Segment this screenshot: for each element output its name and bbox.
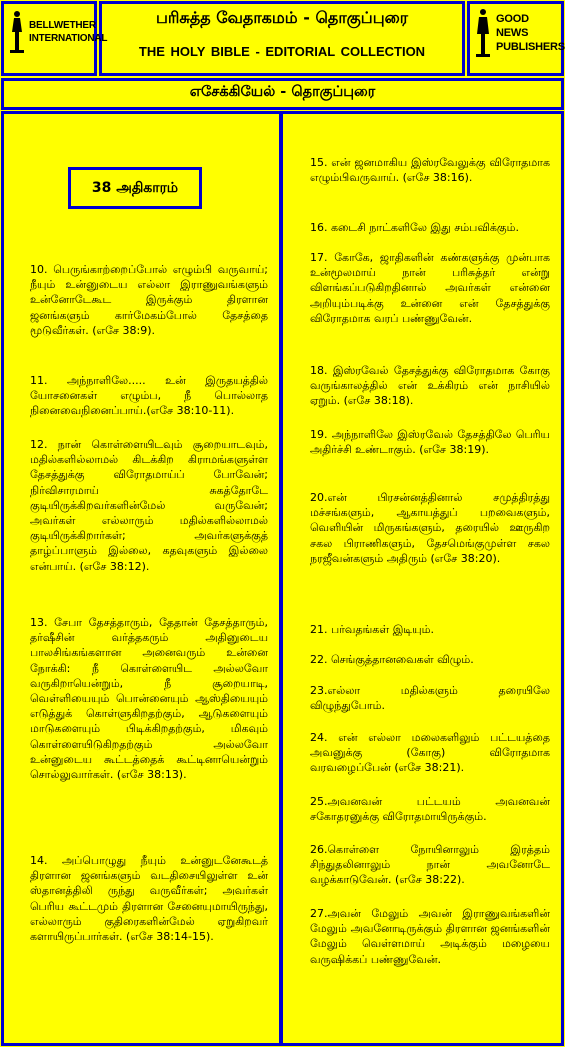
verse-23: 23.எல்லா மதில்களும் தரையிலே விழுந்துபோம். (310, 684, 550, 713)
good-news-logo-text: GOOD NEWS PUBLISHERS (496, 13, 565, 53)
verse-15: 15. என் ஜனமாகிய இஸ்ரவேலுக்கு விரோதமாக எழும்பிவருவாய். (எசே 38:16). (310, 156, 550, 185)
good-news-logo (474, 8, 565, 58)
verse-26: 26.கொள்ளை நோயினாலும் இரத்தம் சிந்துதலினாலும் நான் அவனோடே வழக்காடுவேன். (எசே 38:22). (310, 843, 550, 887)
header-title-tamil: பரிசுத்த வேதாகமம் - தொகுப்புரை (155, 8, 409, 27)
verse-12: 12. நான் கொள்ளையிடவும் சூறையாடவும், மதில்களில்லாமல் கிடக்கிற கிராமங்களுள்ள தேசத்துக்கு விரோதமாய்ப் போவேன்; நிர்விசாரமாய் சுகத்தோடே குடியிருக்கிறவர்களின்மேல் வருவேன்; அவர்கள் எல்லாரும் மதில்களில்லாமல் குடியிருக்கிறார்கள்; அவர்களுக்குத் தாழ்ப்பாளும் இல்லை, கதவுகளும் இல்லை என்பாய். (எசே 38:12). (30, 438, 268, 573)
verse-11: 11. அந்நாளிலே..... உன் இருதயத்தில் யோசனைகள் எழும்ப, நீ பொல்லாத நினைவைநினைப்பாய்.(எசே 38:10-11). (30, 374, 268, 418)
verse-24: 24. என் எல்லா மலைகளிலும் பட்டயத்தை அவனுக்கு (கோகு) விரோதமாக வரவழைப்பேன் (எசே 38:21). (310, 731, 550, 775)
verse-17: 17. கோகே, ஜாதிகளின் கண்களுக்கு முன்பாக உன்மூலமாய் நான் பரிசுத்தர் என்று விளங்கப்படுகிறதினால் அவர்கள் என்னை அறியும்படிக்கு உன்னை என் தேசத்துக்கு விரோதமாக வரப் பண்ணுவேன். (310, 251, 550, 325)
section-title: எசேக்கியேல் - தொகுப்புரை (189, 84, 376, 100)
figure-icon (8, 10, 26, 54)
verse-18: 18. இஸ்ரவேல் தேசத்துக்கு விரோதமாக கோகு வருங்காலத்தில் என் உக்கிரம் என் நாசியில் ஏறும். (எசே 38:18). (310, 364, 550, 408)
figure-icon (474, 8, 492, 58)
verse-14: 14. அப்பொழுது நீயும் உன்னுடனேகூடத் திரளான ஜனங்களும் வடதிசையிலுள்ள உன் ஸ்தானத்திலி ருந்து வருவீர்கள்; அவர்கள் பெரிய கூட்டமும் திரளான சேனையுமாயிருந்து, எல்லாரும் குதிரைகளின்மேல் ஏறுகிறவர் களாயிருப்பார்கள். (எசே 38:14-15). (30, 854, 268, 944)
verse-27: 27.அவன் மேலும் அவன் இராணுவங்களின் மேலும் அவனோடிருக்கும் திரளான ஜனங்களின் மேலும் வெள்ளமாய் அடிக்கும் மழையை வருஷிக்கப் பண்ணுவேன். (310, 907, 550, 966)
chapter-label: 38 அதிகாரம் (68, 167, 202, 209)
verse-16: 16. கடைசி நாட்களிலே இது சம்பவிக்கும். (310, 221, 519, 234)
verse-20: 20.என் பிரசன்னத்தினால் சமுத்திரத்து மச்சங்களும், ஆகாயத்துப் பறவைகளும், வெளியின் மிருகங்களும், தரையில் ஊருகிற சகல பிராணிகளும், தேசமெங்குமுள்ள சகல நரஜீவன்களும் அதிரும் (எசே 38:20). (310, 491, 550, 565)
verse-13: 13. சேபா தேசத்தாரும், தேதான் தேசத்தாரும், தர்ஷீசின் வர்த்தகரும் அதினுடைய பாலசிங்கங்களான அனைவரும் உன்னை நோக்கி: நீ கொள்ளையிட அல்லவோ வருகிறாயென்றும், நீ சூறையாடி, வெள்ளியையும் பொன்னையும் ஆஸ்தியையும் எடுத்துக் கொள்ளுகிறதற்கும், ஆடுகளையும் மாடுகளையும் பிடிக்கிறதற்கும், மிகவும் கொள்ளையிடுகிறதற்கும் அல்லவோ உன்னுடைய கூட்டத்தைக் கூட்டினாயென்றும் சொல்லுவார்கள். (எசே 38:13). (30, 616, 268, 782)
header-title-english: THE HOLY BIBLE - EDITORIAL COLLECTION (138, 44, 426, 59)
verse-19: 19. அந்நாளிலே இஸ்ரவேல் தேசத்திலே பெரிய அதிர்ச்சி உண்டாகும். (எசே 38:19). (310, 428, 550, 457)
verse-21: 21. பர்வதங்கள் இடியும். (310, 623, 434, 636)
verse-25: 25.அவனவன் பட்டயம் அவனவன் சகோதரனுக்கு விரோதமாயிருக்கும். (310, 795, 550, 824)
verse-10: 10. பெருங்காற்றைப்போல் எழும்பி வருவாய்; நீயும் உன்னுடைய எல்லா இராணுவங்களும் உன்னோடேகூட இருக்கும் திரளான ஜனங்களும் கார்மேகம்போல் தேசத்தை மூடுவீர்கள். (எசே 38:9). (30, 263, 268, 337)
bellwether-logo (8, 10, 108, 54)
verse-22: 22. செங்குத்தானவைகள் விழும். (310, 653, 474, 666)
bellwether-logo-text: BELLWETHER INTERNATIONAL (29, 20, 108, 44)
